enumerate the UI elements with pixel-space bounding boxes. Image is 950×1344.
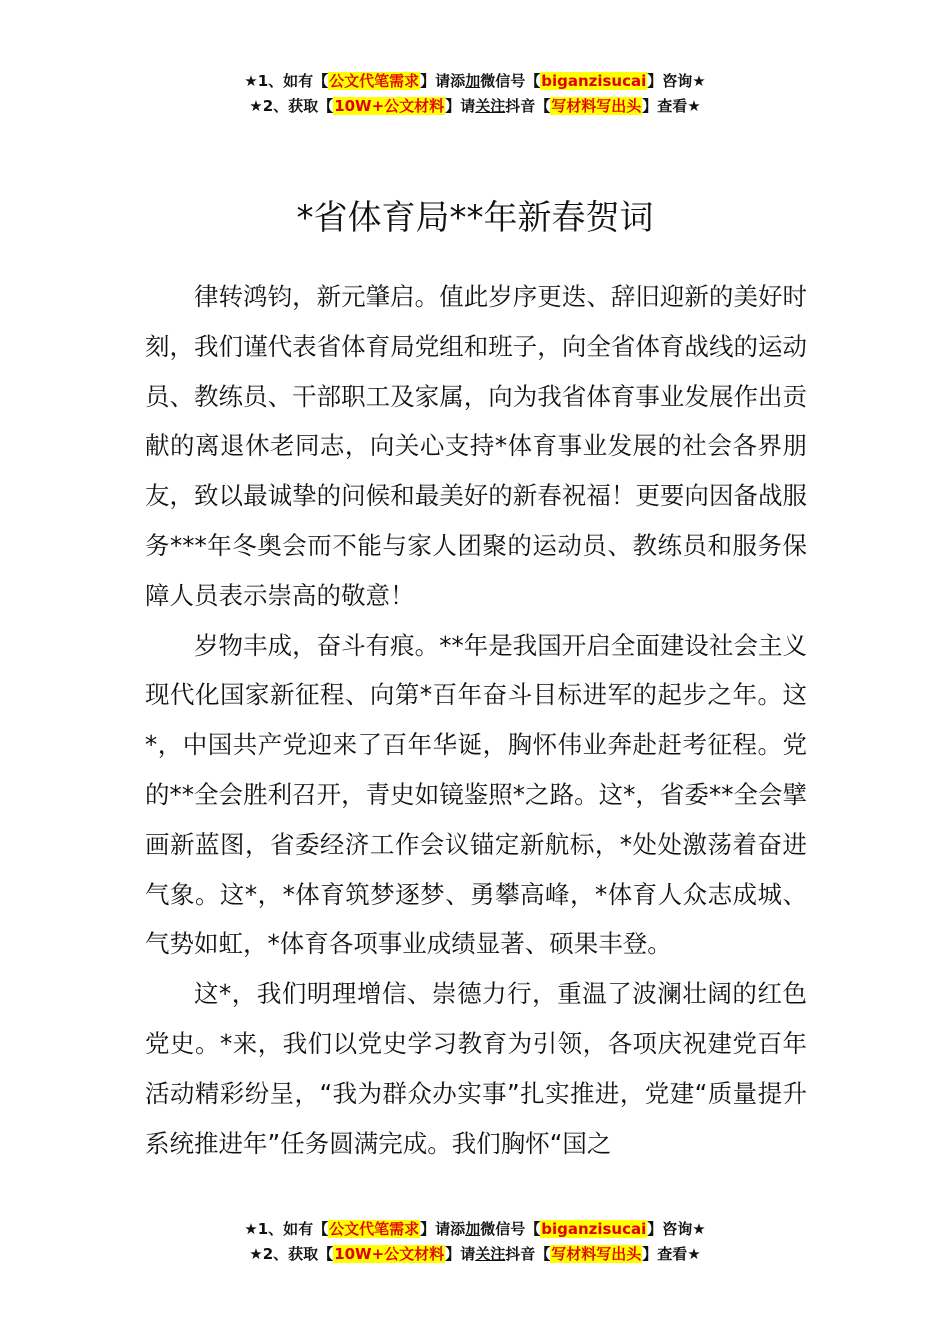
highlight-wechat-id: biganzisucai [541,72,647,90]
promo-underline: 关注 [475,97,506,115]
highlight-materials: 10W+公文材料 [334,97,445,115]
promo-text: 抖音【 [505,97,551,115]
promo-text: ★2、获取【 [249,97,334,115]
promo-text: 】查看★ [642,1245,701,1263]
highlight-douyin: 写材料写出头 [551,97,642,115]
promo-text: 微信号【 [480,1220,541,1238]
promo-text: 】查看★ [642,97,701,115]
paragraph: 律转鸿钧，新元肇启。值此岁序更迭、辞旧迎新的美好时刻，我们谨代表省体育局党组和班子，向全省体育战线的运动员、教练员、干部职工及家属，向为我省体育事业发展作出贡献的离退休老同志，向关心支持*体育事业发展的社会各界朋友，致以最诚挚的问候和最美好的新春祝福！更要向因备战服务***年冬奥会而不能与家人团聚的运动员、教练员和服务保障人员表示崇高的敬意！ [145,282,807,610]
promo-line-1-footer [0,1218,950,1240]
highlight-materials: 10W+公文材料 [334,1245,445,1263]
promo-text: 】请 [445,97,476,115]
promo-text: 】请添 [420,72,466,90]
highlight-service: 公文代笔需求 [329,1220,420,1238]
promo-text: 微信号【 [480,72,541,90]
highlight-wechat-id: biganzisucai [541,1220,647,1238]
promo-line-1 [0,70,950,92]
promo-underline: 加 [465,1220,481,1238]
promo-text: ★1、如有【 [244,72,329,90]
promo-text: 】请添 [420,1220,466,1238]
paragraph: 这*，我们明理增信、崇德力行，重温了波澜壮阔的红色党史。*来，我们以党史学习教育为引领，各项庆祝建党百年活动精彩纷呈，“我为群众办实事”扎实推进，党建“质量提升系统推进年”任务圆满完成。我们胸怀“国之 [145,979,807,1158]
promo-line-2 [0,95,950,117]
paragraph: 岁物丰成，奋斗有痕。**年是我国开启全面建设社会主义现代化国家新征程、向第*百年奋斗目标进军的起步之年。这*，中国共产党迎来了百年华诞，胸怀伟业奔赴赶考征程。党的**全会胜利召开，青史如镜鉴照*之路。这*，省委**全会擘画新蓝图，省委经济工作会议锚定新航标，*处处激荡着奋进气象。这*，*体育筑梦逐梦、勇攀高峰，*体育人众志成城、气势如虹，*体育各项事业成绩显著、硕果丰登。 [145,630,807,959]
document-title: *省体育局**年新春贺词 [296,197,654,238]
promo-text: 】咨询★ [647,72,706,90]
promo-text: ★1、如有【 [244,1220,329,1238]
highlight-service: 公文代笔需求 [329,72,420,90]
promo-underline: 加 [465,72,481,90]
promo-text: 】咨询★ [647,1220,706,1238]
highlight-douyin: 写材料写出头 [551,1245,642,1263]
promo-underline: 关注 [475,1245,506,1263]
promo-line-2-footer [0,1243,950,1265]
document-body [145,272,807,1207]
promo-text: ★2、获取【 [249,1245,334,1263]
promo-text: 抖音【 [505,1245,551,1263]
promo-text: 】请 [445,1245,476,1263]
